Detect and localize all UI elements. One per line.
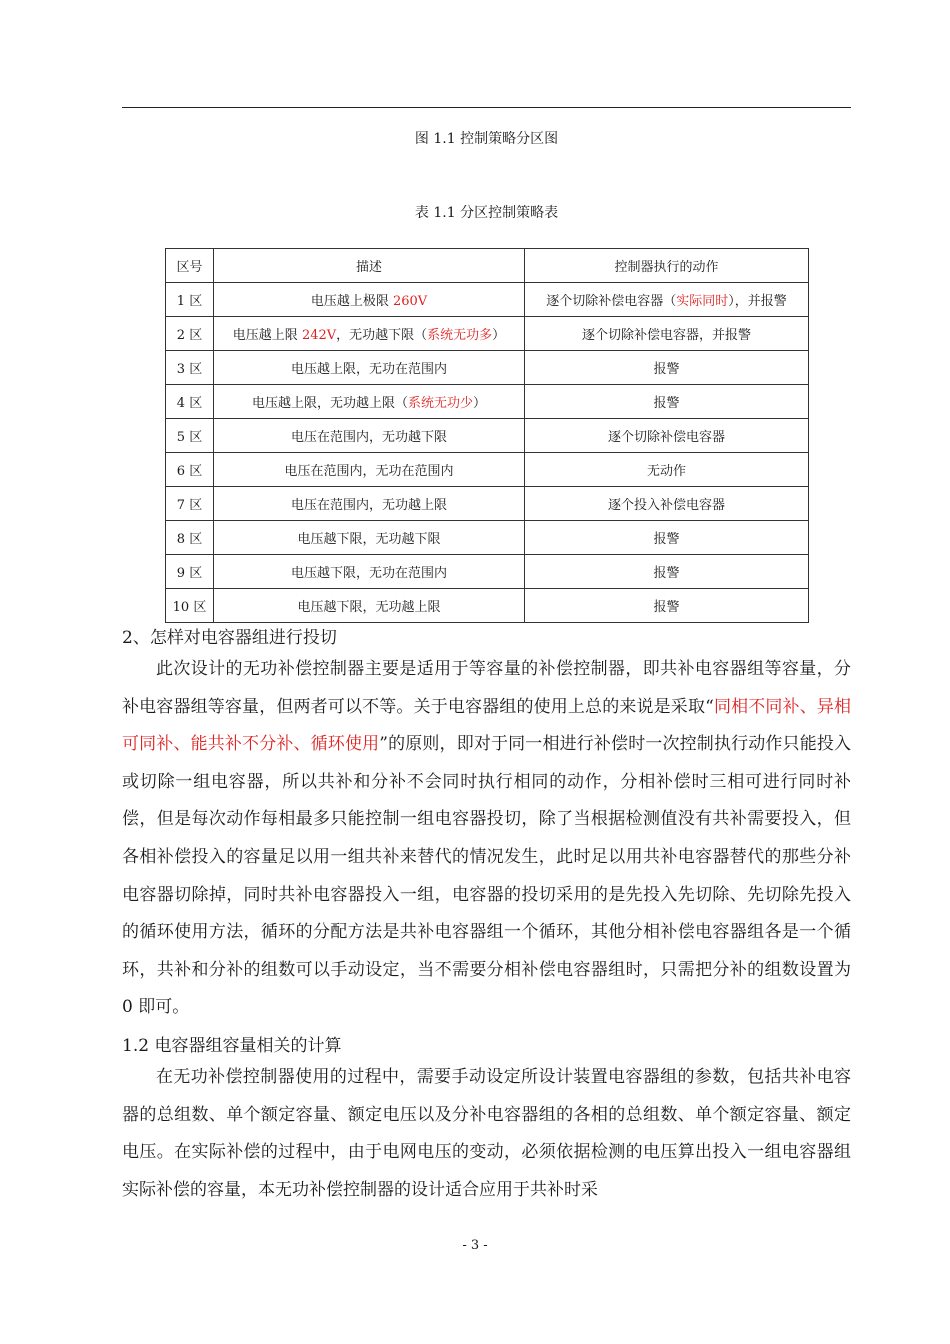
table-row	[166, 283, 809, 317]
paragraph-text: 此次设计的无功补偿控制器主要是适用于等容量的补偿控制器，即共补电容器组等容量，分补电容器组等容量，但两者可以不等。关于电容器组的使用上总的来说是采取“	[122, 659, 851, 717]
cell-text: 电压在范围内，无功在范围内	[284, 464, 454, 479]
description-cell	[214, 317, 525, 351]
cell-text: 电压在范围内，无功越上限	[290, 498, 447, 513]
cell-text: ，无功越下限（	[336, 328, 428, 343]
cell-text: 逐个切除补偿电容器（	[546, 294, 677, 309]
highlighted-text: 系统无功多	[427, 328, 493, 343]
description-cell	[214, 589, 525, 623]
description-cell	[214, 521, 525, 555]
action-cell	[525, 317, 809, 351]
highlighted-principle: 同相不同补、异相可同补、能共补不分补、循环使用	[122, 696, 851, 755]
description-cell	[214, 487, 525, 521]
zone-cell: 5 区	[166, 419, 214, 453]
cell-text: 报警	[653, 396, 680, 411]
table-caption: 表 1.1 分区控制策略表	[414, 205, 559, 221]
zone-cell: 7 区	[166, 487, 214, 521]
zone-cell: 8 区	[166, 521, 214, 555]
action-cell	[525, 589, 809, 623]
description-cell	[214, 283, 525, 317]
header-action: 控制器执行的动作	[525, 249, 809, 283]
cell-text: 无动作	[646, 464, 686, 479]
action-cell	[525, 385, 809, 419]
highlighted-text: 260V	[392, 294, 428, 309]
action-cell	[525, 283, 809, 317]
cell-text: 逐个切除补偿电容器，并报警	[581, 328, 751, 343]
description-cell	[214, 453, 525, 487]
table-row	[166, 351, 809, 385]
highlighted-text: 系统无功少	[407, 396, 473, 411]
cell-text: 报警	[653, 600, 680, 615]
cell-text: 逐个投入补偿电容器	[607, 498, 725, 513]
header-description: 描述	[214, 249, 525, 283]
cell-text: 报警	[653, 532, 680, 547]
paragraph-switching	[122, 651, 851, 1027]
figure-caption: 图 1.1 控制策略分区图	[414, 131, 559, 147]
cell-text: 电压越上极限	[310, 294, 393, 309]
cell-text: ）	[492, 328, 506, 343]
cell-text: 报警	[653, 362, 680, 377]
section-heading-2: 2、怎样对电容器组进行投切	[122, 628, 337, 648]
zone-cell: 6 区	[166, 453, 214, 487]
highlighted-text: 实际同时	[676, 294, 729, 309]
zone-cell: 9 区	[166, 555, 214, 589]
header-rule	[122, 107, 851, 108]
cell-text: ）	[473, 396, 487, 411]
zone-cell: 1 区	[166, 283, 214, 317]
description-cell	[214, 555, 525, 589]
action-cell	[525, 419, 809, 453]
table-row	[166, 487, 809, 521]
description-cell	[214, 351, 525, 385]
table-row	[166, 555, 809, 589]
description-cell	[214, 419, 525, 453]
cell-text: 电压越下限，无功在范围内	[290, 566, 447, 581]
cell-text: 电压越上限	[232, 328, 302, 343]
description-cell	[214, 385, 525, 419]
cell-text: 电压越下限，无功越下限	[297, 532, 441, 547]
table-row	[166, 589, 809, 623]
cell-text: ），并报警	[728, 294, 787, 309]
header-zone: 区号	[166, 249, 214, 283]
table-row	[166, 419, 809, 453]
section-heading-1-2: 1.2 电容器组容量相关的计算	[122, 1036, 342, 1056]
paragraph-text: ”的原则，即对于同一相进行补偿时一次控制执行动作只能投入或切除一组电容器，所以共补和分补不会同时执行相同的动作，分相补偿时三相可进行同时补偿，但是每次动作每相最多只能控制一组电容器投切，除了当根据检测值没有共补需要投入，但各相补偿投入的容量足以用一组共补来替代的情况发生，此时足以用共补电容器替代的那些分补电容器切除掉，同时共补电容器投入一组，电容器的投切采用的是先投入先切除、先切除先投入的循环使用方法，循环的分配方法是共补电容器组一个循环，其他分相补偿电容器组各是一个循环，共补和分补的组数可以手动设定，当不需要分相补偿电容器组时，只需把分补的组数设置为 0 即可。	[122, 734, 851, 1018]
table-row	[166, 521, 809, 555]
action-cell	[525, 487, 809, 521]
table-row	[166, 317, 809, 351]
zone-strategy-table	[165, 248, 809, 623]
table-header-row	[166, 249, 809, 283]
action-cell	[525, 555, 809, 589]
zone-cell: 3 区	[166, 351, 214, 385]
action-cell	[525, 351, 809, 385]
cell-text: 电压在范围内，无功越下限	[290, 430, 447, 445]
cell-text: 电压越上限，无功在范围内	[290, 362, 447, 377]
action-cell	[525, 521, 809, 555]
cell-text: 逐个切除补偿电容器	[607, 430, 725, 445]
table-row	[166, 453, 809, 487]
cell-text: 电压越下限，无功越上限	[297, 600, 441, 615]
page-number: - 3 -	[462, 1238, 488, 1253]
action-cell	[525, 453, 809, 487]
table-body	[166, 283, 809, 623]
cell-text: 报警	[653, 566, 680, 581]
zone-cell: 10 区	[166, 589, 214, 623]
table-row	[166, 385, 809, 419]
paragraph-capacity: 在无功补偿控制器使用的过程中，需要手动设定所设计装置电容器组的参数，包括共补电容器的总组数、单个额定容量、额定电压以及分补电容器组的各相的总组数、单个额定容量、额定电压。在实际补偿的过程中，由于电网电压的变动，必须依据检测的电压算出投入一组电容器组实际补偿的容量，本无功补偿控制器的设计适合应用于共补时采	[122, 1067, 851, 1200]
cell-text: 电压越上限，无功越上限（	[251, 396, 408, 411]
zone-cell: 4 区	[166, 385, 214, 419]
zone-cell: 2 区	[166, 317, 214, 351]
highlighted-text: 242V	[301, 328, 337, 343]
